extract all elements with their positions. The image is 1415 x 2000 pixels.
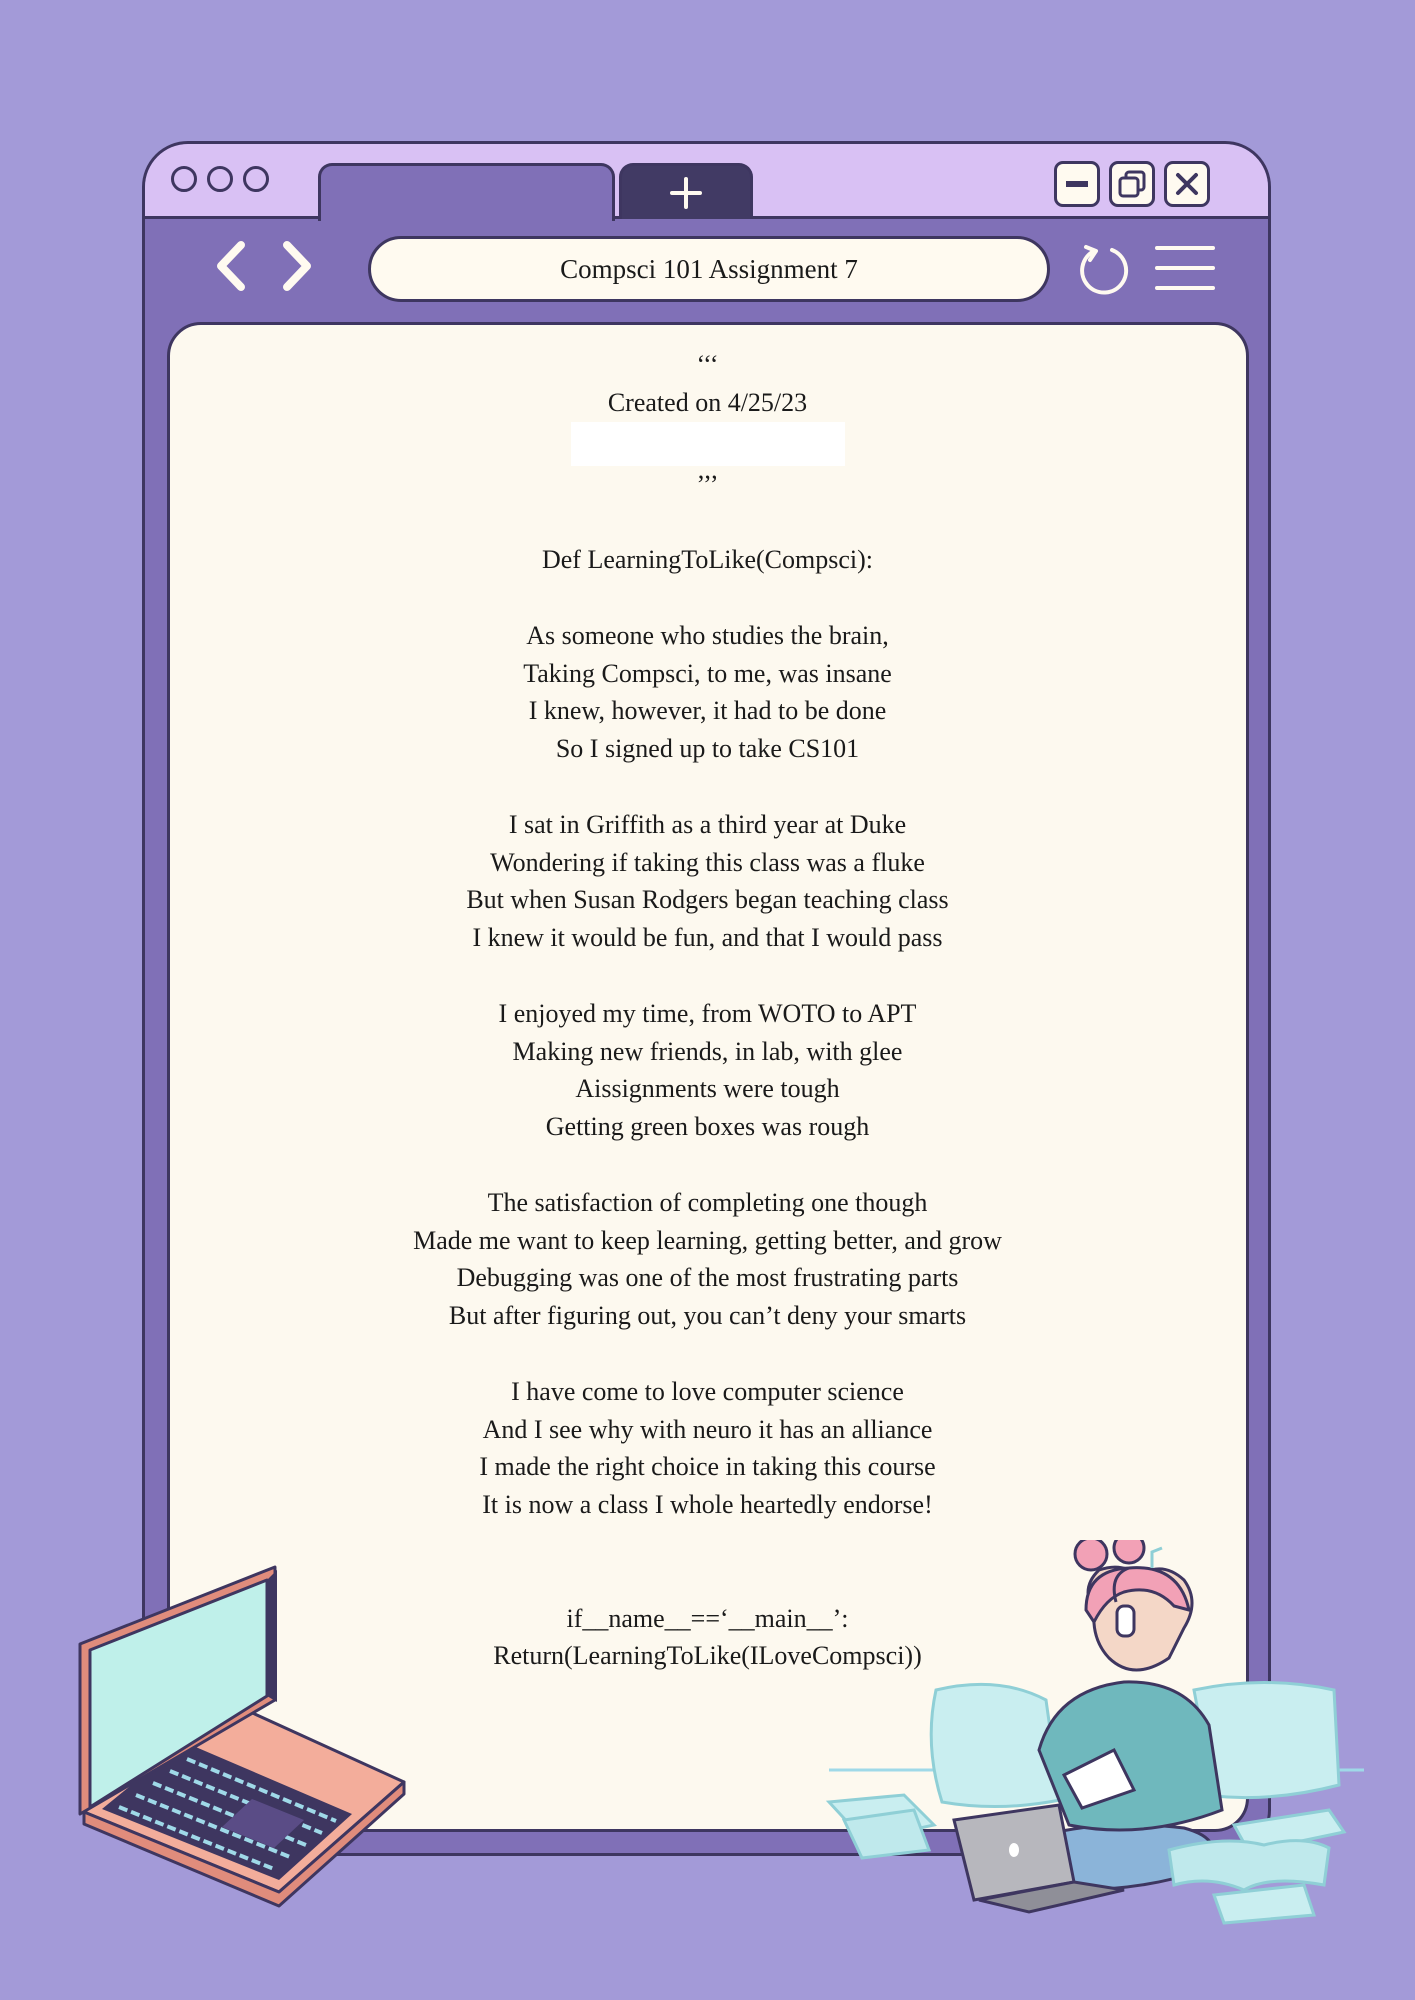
navigation-buttons bbox=[207, 238, 321, 294]
reload-icon[interactable] bbox=[1074, 241, 1132, 299]
maximize-button[interactable] bbox=[1109, 161, 1155, 207]
poem-line: I knew it would be fun, and that I would pass bbox=[472, 923, 943, 953]
docstring-open: ‘‘‘ bbox=[696, 350, 719, 379]
window-controls bbox=[1054, 161, 1210, 207]
maximize-icon bbox=[1117, 169, 1147, 199]
poem-line: It is now a class I whole heartedly endorse! bbox=[482, 1490, 933, 1520]
created-date: Created on 4/25/23 bbox=[607, 387, 808, 417]
poem-line: As someone who studies the brain, bbox=[526, 620, 889, 650]
poem-line: I sat in Griffith as a third year at Duke bbox=[508, 809, 907, 839]
poem-line: Getting green boxes was rough bbox=[545, 1112, 870, 1142]
return-line: Return(LearningToLike(ILoveCompsci)) bbox=[493, 1641, 922, 1671]
poem-line: I have come to love computer science bbox=[511, 1376, 904, 1406]
address-bar[interactable]: Compsci 101 Assignment 7 bbox=[368, 236, 1050, 302]
poem-text bbox=[0, 346, 1415, 1675]
new-tab-button[interactable] bbox=[619, 163, 753, 219]
back-button[interactable] bbox=[207, 238, 255, 294]
poem-line: Made me want to keep learning, getting better, and grow bbox=[413, 1225, 1002, 1255]
girl-studying-with-headphones-illustration bbox=[824, 1540, 1364, 1925]
forward-button[interactable] bbox=[273, 238, 321, 294]
chevron-left-icon bbox=[211, 239, 251, 293]
close-icon bbox=[1172, 169, 1202, 199]
window-dot bbox=[243, 166, 269, 192]
browser-tab[interactable] bbox=[318, 163, 615, 221]
poem-line: I made the right choice in taking this course bbox=[479, 1452, 936, 1482]
main-guard-line: if__name__==‘__main__’: bbox=[566, 1603, 849, 1633]
window-dots-icon bbox=[171, 166, 269, 192]
blank-highlight bbox=[571, 422, 845, 466]
window-dot bbox=[171, 166, 197, 192]
poem-line: Wondering if taking this class was a fluke bbox=[490, 847, 925, 877]
poem-line: Aissignments were tough bbox=[575, 1074, 840, 1104]
poem-line: I enjoyed my time, from WOTO to APT bbox=[498, 998, 917, 1028]
poem-line: The satisfaction of completing one though bbox=[487, 1187, 928, 1217]
close-button[interactable] bbox=[1164, 161, 1210, 207]
poem-line: I knew, however, it had to be done bbox=[528, 696, 887, 726]
poem-line: But after figuring out, you can’t deny your smarts bbox=[448, 1301, 967, 1331]
poem-line: Making new friends, in lab, with glee bbox=[512, 1036, 903, 1066]
plus-icon bbox=[668, 175, 704, 211]
docstring-close: ’’’ bbox=[696, 469, 719, 499]
title-bar bbox=[145, 144, 1268, 219]
poem-line: Taking Compsci, to me, was insane bbox=[523, 658, 892, 688]
laptop-illustration bbox=[74, 1562, 409, 1908]
hamburger-menu-icon[interactable] bbox=[1155, 242, 1215, 294]
poem-line: Debugging was one of the most frustrating parts bbox=[456, 1263, 959, 1293]
chevron-right-icon bbox=[277, 239, 317, 293]
poem-line: And I see why with neuro it has an alliance bbox=[482, 1414, 933, 1444]
window-dot bbox=[207, 166, 233, 192]
poem-line: So I signed up to take CS101 bbox=[555, 734, 860, 764]
minimize-button[interactable] bbox=[1054, 161, 1100, 207]
minimize-icon bbox=[1062, 169, 1092, 199]
def-line: Def LearningToLike(Compsci): bbox=[541, 545, 874, 575]
poem-line: But when Susan Rodgers began teaching class bbox=[466, 885, 949, 915]
